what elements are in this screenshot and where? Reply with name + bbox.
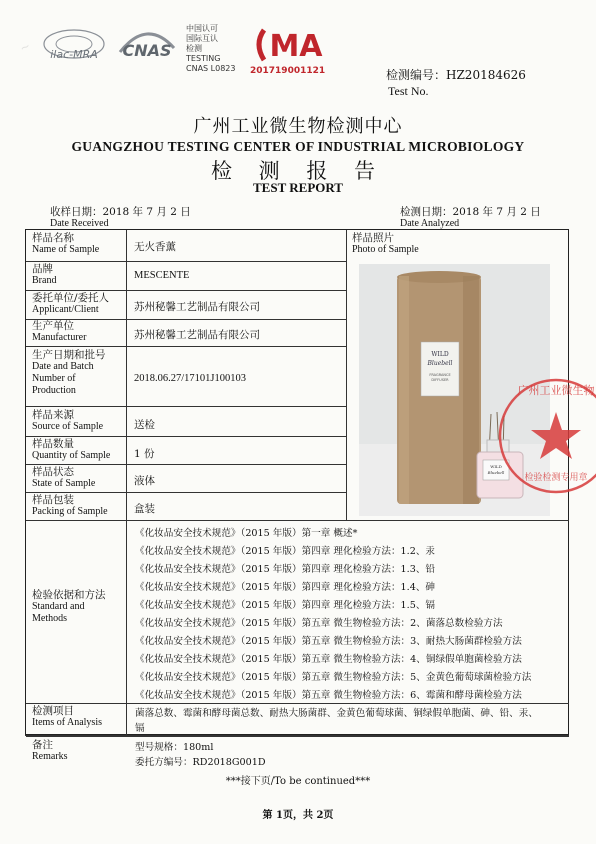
row-remarks: 备注 Remarks [32, 739, 68, 762]
svg-text:CNAS: CNAS [122, 41, 172, 60]
value-date-batch: 2018.06.27/17101J100103 [134, 373, 247, 384]
standard-line: 《化妆品安全技术规范》（2015 年版）第四章 理化检验方法：1.4、砷 [135, 582, 436, 593]
row-source: 样品来源 Source of Sample [32, 409, 104, 432]
cnas-logo [112, 22, 182, 66]
items-value-line: 菌落总数、霉菌和酵母菌总数、耐热大肠菌群、金黄色葡萄球菌、铜绿假单胞菌、砷、铅、汞、 [135, 708, 538, 719]
remarks-value-line: 型号规格：180ml [135, 742, 214, 753]
ilac-mra-logo [38, 26, 110, 66]
svg-text:WILD: WILD [490, 464, 502, 469]
center-title-en: GUANGZHOU TESTING CENTER OF INDUSTRIAL MICROBIOLOGY [71, 139, 525, 154]
cnas-accreditation-text: 中国认可 国际互认 检测 TESTING CNAS L0823 [186, 24, 236, 73]
svg-text:检验检测专用章: 检验检测专用章 [524, 473, 588, 483]
watermark: ~ [17, 38, 33, 56]
page-number: 第 1页，共 2页 [262, 810, 334, 821]
items-value-line: 镉 [135, 723, 145, 734]
value-brand: MESCENTE [134, 270, 190, 281]
report-title-cn: 检 测 报 告 [210, 159, 386, 183]
date-analyzed: 检测日期：2018 年 7 月 2 日 Date Analyzed [400, 206, 541, 229]
row-items: 检测项目 Items of Analysis [32, 705, 102, 728]
cma-logo [250, 22, 332, 66]
svg-text:ilac-MRA: ilac-MRA [50, 48, 98, 61]
photo-label: 样品照片 Photo of Sample [352, 232, 419, 255]
center-title-cn: 广州工业微生物检测中心 [193, 116, 403, 137]
row-name-of-sample: 样品名称 Name of Sample [32, 232, 100, 255]
row-date-batch: 生产日期和批号 Date and Batch Number of Production [32, 349, 106, 396]
row-applicant: 委托单位/委托人 Applicant/Client [32, 292, 110, 315]
value-state: 液体 [134, 475, 155, 487]
svg-text:FRAGRANCE: FRAGRANCE [429, 373, 451, 377]
svg-text:DIFFUSER: DIFFUSER [431, 378, 449, 382]
value-quantity: 1 份 [134, 448, 155, 460]
row-packing: 样品包装 Packing of Sample [32, 494, 108, 517]
svg-text:WILD: WILD [431, 351, 449, 358]
standard-line: 《化妆品安全技术规范》（2015 年版）第五章 微生物检验方法：5、金黄色葡萄球菌检验方法 [135, 672, 532, 683]
row-manufacturer: 生产单位 Manufacturer [32, 320, 87, 343]
value-name-of-sample: 无火香薰 [134, 241, 176, 253]
row-standards: 检验依据和方法 Standard and Methods [32, 589, 106, 624]
standard-line: 《化妆品安全技术规范》（2015 年版）第一章 概述* [135, 528, 358, 539]
value-manufacturer: 苏州秘馨工艺制品有限公司 [134, 329, 260, 341]
test-number: 检测编号：HZ20184626 [386, 68, 526, 82]
row-state: 样品状态 State of Sample [32, 466, 96, 489]
report-title-en: TEST REPORT [253, 180, 343, 195]
standard-line: 《化妆品安全技术规范》（2015 年版）第五章 微生物检验方法：3、耐热大肠菌群检验方法 [135, 636, 522, 647]
cma-number: 201719001121 [250, 66, 326, 76]
value-packing: 盒装 [134, 503, 155, 515]
svg-text:MA: MA [269, 29, 323, 64]
row-quantity: 样品数量 Quantity of Sample [32, 438, 111, 461]
svg-text:Bluebell: Bluebell [427, 360, 453, 367]
row-brand: 品牌 Brand [32, 263, 57, 286]
value-applicant: 苏州秘馨工艺制品有限公司 [134, 301, 260, 313]
standard-line: 《化妆品安全技术规范》（2015 年版）第四章 理化检验方法：1.5、镉 [135, 600, 436, 611]
continued-note: ***接下页/To be continued*** [225, 776, 371, 787]
official-seal [486, 372, 596, 500]
standard-line: 《化妆品安全技术规范》（2015 年版）第四章 理化检验方法：1.3、铅 [135, 564, 436, 575]
standard-line: 《化妆品安全技术规范》（2015 年版）第五章 微生物检验方法：6、霉菌和酵母菌检验方法 [135, 690, 522, 701]
test-number-label-en: Test No. [388, 84, 429, 98]
standard-line: 《化妆品安全技术规范》（2015 年版）第五章 微生物检验方法：2、菌落总数检验方法 [135, 618, 503, 629]
remarks-value-line: 委托方编号：RD2018G001D [135, 757, 266, 768]
svg-text:Bluebell: Bluebell [487, 470, 505, 475]
standard-line: 《化妆品安全技术规范》（2015 年版）第四章 理化检验方法：1.2、汞 [135, 546, 436, 557]
standard-line: 《化妆品安全技术规范》（2015 年版）第五章 微生物检验方法：4、铜绿假单胞菌检验方法 [135, 654, 522, 665]
date-received: 收样日期：2018 年 7 月 2 日 Date Received [50, 206, 191, 229]
svg-text:广州工业微生物: 广州工业微生物 [517, 384, 595, 397]
value-source: 送检 [134, 419, 155, 431]
